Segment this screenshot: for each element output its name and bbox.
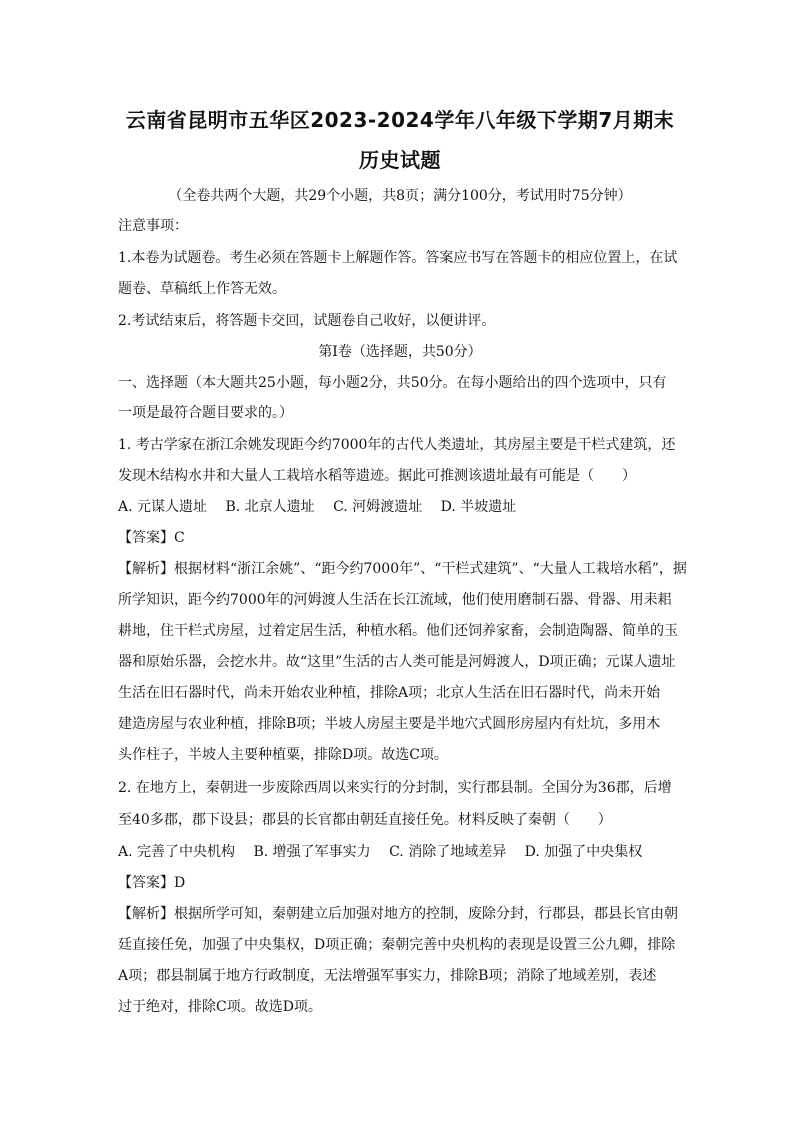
exam-title: 云南省昆明市五华区2023-2024学年八年级下学期7月期末 <box>125 108 675 132</box>
notice-item-1: 1.本卷为试题卷。考生必须在答题卡上解题作答。答案应书写在答题卡的相应位置上，在试 <box>118 250 678 266</box>
notice-item-1-cont: 题卷、草稿纸上作答无效。 <box>118 281 286 297</box>
section-heading: 一、选择题（本大题共25小题，每小题2分，共50分。在每小题给出的四个选项中，只有 <box>118 375 667 391</box>
volume-heading: 第Ⅰ卷（选择题，共50分） <box>318 344 482 360</box>
question-1-analysis-line: 所学知识，距今约7000年的河姆渡人生活在长江流域，他们使用磨制石器、骨器、用耒耜 <box>118 592 672 608</box>
question-1-analysis-line: 生活在旧石器时代，尚未开始农业种植，排除A项；北京人生活在旧石器时代，尚未开始 <box>118 685 661 701</box>
question-2-stem-cont: 至40多郡，郡下设县；郡县的长官都由朝廷直接任免。材料反映了秦朝（ ） <box>118 812 612 828</box>
question-1-stem-cont: 发现木结构水井和大量人工栽培水稻等遗迹。据此可推测该遗址最有可能是（ ） <box>118 468 636 484</box>
question-1-analysis-line: 耕地，住干栏式房屋，过着定居生活，种植水稻。他们还饲养家畜，会制造陶器、简单的玉 <box>118 623 678 639</box>
exam-info: （全卷共两个大题，共29个小题，共8页；满分100分，考试用时75分钟） <box>168 188 632 204</box>
section-heading-cont: 一项是最符合题目要求的。） <box>118 405 293 421</box>
notice-item-2: 2.考试结束后，将答题卡交回，试题卷自己收好，以便讲评。 <box>118 313 496 329</box>
question-2-stem: 2. 在地方上，秦朝进一步废除西周以来实行的分封制，实行郡县制。全国分为36郡，后增 <box>118 780 672 796</box>
question-2-analysis-line: A项；郡县制属于地方行政制度，无法增强军事实力，排除B项；消除了地域差别，表述 <box>118 968 657 984</box>
question-1-analysis-line: 建造房屋与农业种植，排除B项；半坡人房屋主要是半地穴式圆形房屋内有灶坑，多用木 <box>118 716 661 732</box>
question-1-analysis-line: 【解析】根据材料“浙江余姚”、“距今约7000年”、“干栏式建筑”、“大量人工栽培水稻”，据 <box>118 561 687 577</box>
question-2-options: A. 完善了中央机构 B. 增强了军事实力 C. 消除了地域差异 D. 加强了中央集权 <box>118 844 643 860</box>
question-1-answer: 【答案】C <box>118 530 185 546</box>
question-2-answer: 【答案】D <box>118 875 186 891</box>
question-1-stem: 1. 考古学家在浙江余姚发现距今约7000年的古代人类遗址，其房屋主要是干栏式建筑，还 <box>118 437 676 453</box>
question-2-analysis-line: 廷直接任免，加强了中央集权，D项正确；秦朝完善中央机构的表现是设置三公九卿，排除 <box>118 937 676 953</box>
question-2-analysis-line: 【解析】根据所学可知，秦朝建立后加强对地方的控制，废除分封，行郡县，郡县长官由朝 <box>118 906 678 922</box>
question-1-analysis-line: 头作柱子，半坡人主要种植粟，排除D项。故选C项。 <box>118 747 448 763</box>
exam-subject-title: 历史试题 <box>359 148 441 172</box>
notice-heading: 注意事项： <box>118 218 188 234</box>
question-1-analysis-line: 器和原始乐器，会挖水井。故“这里”生活的古人类可能是河姆渡人，D项正确；元谋人遗址 <box>118 654 676 670</box>
question-1-options: A. 元谋人遗址 B. 北京人遗址 C. 河姆渡遗址 D. 半坡遗址 <box>118 499 517 515</box>
question-2-analysis-line: 过于绝对，排除C项。故选D项。 <box>118 999 322 1015</box>
